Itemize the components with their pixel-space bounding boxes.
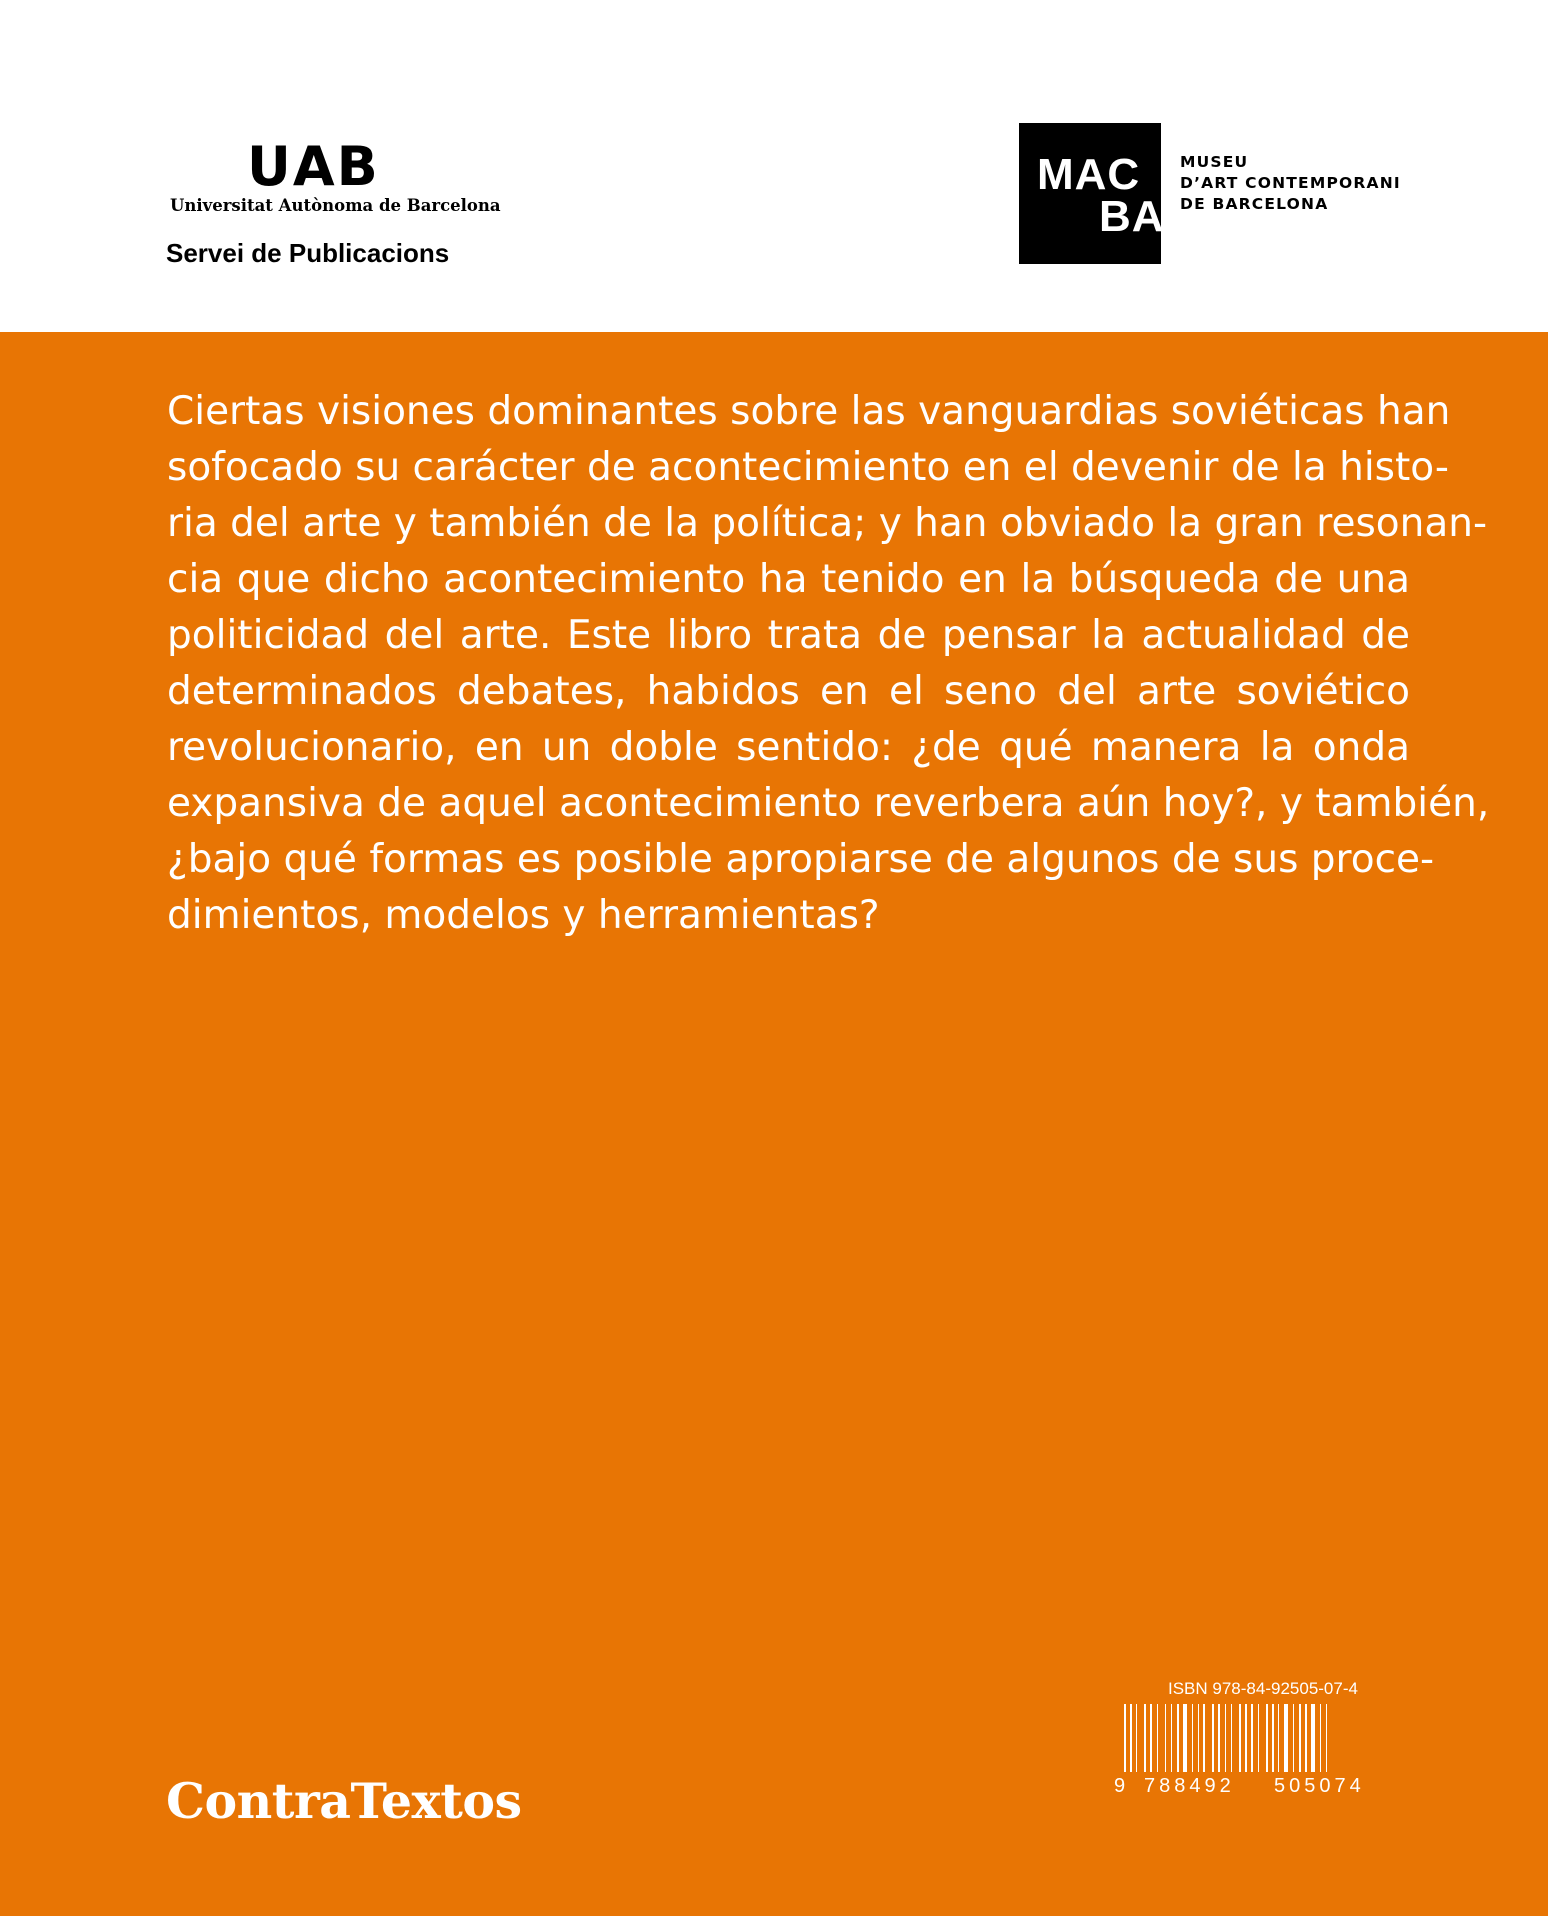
barcode-bar bbox=[1278, 1704, 1279, 1772]
macba-logo-line-1: MAC bbox=[1037, 150, 1141, 199]
isbn-label: ISBN 978-84-92505-07-4 bbox=[1168, 1679, 1358, 1698]
macba-logo-line-2: BA bbox=[1099, 192, 1165, 241]
barcode-bar bbox=[1231, 1704, 1232, 1772]
blurb-line: determinados debates, habidos en el seno del arte soviético bbox=[167, 669, 1410, 714]
blurb-line: expansiva de aquel acontecimiento reverbera aún hoy?, y también, bbox=[167, 781, 1490, 826]
uab-letter-a: A bbox=[292, 135, 335, 198]
isbn-barcode bbox=[1114, 1700, 1414, 1800]
barcode-bar bbox=[1203, 1704, 1205, 1772]
macba-name-line: MUSEU bbox=[1180, 153, 1249, 171]
blurb-line: Ciertas visiones dominantes sobre las vanguardias soviéticas han bbox=[167, 389, 1451, 434]
uab-publisher-name: Servei de Publicacions bbox=[166, 238, 450, 268]
barcode-bar bbox=[1157, 1704, 1158, 1772]
barcode-bar bbox=[1165, 1704, 1166, 1772]
barcode-bar bbox=[1266, 1704, 1268, 1772]
uab-university-name: Universitat Autònoma de Barcelona bbox=[170, 196, 501, 215]
barcode-bar bbox=[1239, 1704, 1241, 1772]
blurb-line: ria del arte y también de la política; y han obviado la gran resonan- bbox=[167, 501, 1488, 546]
barcode-bar bbox=[1218, 1704, 1220, 1772]
barcode-bar bbox=[1311, 1704, 1315, 1772]
barcode-digit: 505074 bbox=[1274, 1775, 1365, 1797]
uab-letter-u: U bbox=[247, 135, 291, 198]
barcode-bar bbox=[1212, 1704, 1214, 1772]
back-cover-blurb bbox=[167, 384, 1490, 944]
barcode-digit: 788492 bbox=[1144, 1775, 1235, 1797]
barcode-bar bbox=[1299, 1704, 1301, 1772]
barcode-bar bbox=[1144, 1704, 1146, 1772]
blurb-line: dimientos, modelos y herramientas? bbox=[167, 893, 880, 938]
barcode-bar bbox=[1136, 1704, 1137, 1772]
barcode-bar bbox=[1258, 1704, 1259, 1772]
barcode-bar bbox=[1183, 1704, 1187, 1772]
barcode-bar bbox=[1192, 1704, 1193, 1772]
barcode-bar bbox=[1326, 1704, 1327, 1772]
barcode-bar bbox=[1130, 1704, 1132, 1772]
barcode-bar bbox=[1320, 1704, 1321, 1772]
blurb-line: ¿bajo qué formas es posible apropiarse de algunos de sus proce- bbox=[167, 837, 1435, 882]
barcode-bar bbox=[1171, 1704, 1172, 1772]
barcode-bar bbox=[1150, 1704, 1152, 1772]
barcode-bar bbox=[1251, 1704, 1253, 1772]
macba-museum-name bbox=[1180, 152, 1401, 215]
macba-name-line: DE BARCELONA bbox=[1180, 195, 1329, 213]
barcode-bar bbox=[1177, 1704, 1179, 1772]
blurb-line: politicidad del arte. Este libro trata de pensar la actualidad de bbox=[167, 613, 1410, 658]
contratextos-logo: ContraTextos bbox=[166, 1772, 522, 1830]
header-band bbox=[0, 0, 1548, 332]
barcode-bar bbox=[1272, 1704, 1274, 1772]
barcode-bar bbox=[1305, 1704, 1307, 1772]
barcode-bar bbox=[1293, 1704, 1294, 1772]
barcode-bar bbox=[1225, 1704, 1226, 1772]
blurb-line: revolucionario, en un doble sentido: ¿de qué manera la onda bbox=[167, 725, 1410, 770]
barcode-bar bbox=[1284, 1704, 1288, 1772]
uab-letter-b: B bbox=[336, 135, 378, 198]
barcode-bar bbox=[1198, 1704, 1199, 1772]
barcode-bar bbox=[1124, 1704, 1126, 1772]
barcode-bar bbox=[1245, 1704, 1247, 1772]
uab-wordmark bbox=[247, 135, 378, 198]
blurb-line: sofocado su carácter de acontecimiento en el devenir de la histo- bbox=[167, 445, 1449, 490]
macba-logo-box bbox=[1019, 123, 1165, 264]
blurb-line: cia que dicho acontecimiento ha tenido en la búsqueda de una bbox=[167, 557, 1410, 602]
barcode-digit: 9 bbox=[1114, 1775, 1126, 1797]
macba-name-line: D’ART CONTEMPORANI bbox=[1180, 174, 1401, 192]
